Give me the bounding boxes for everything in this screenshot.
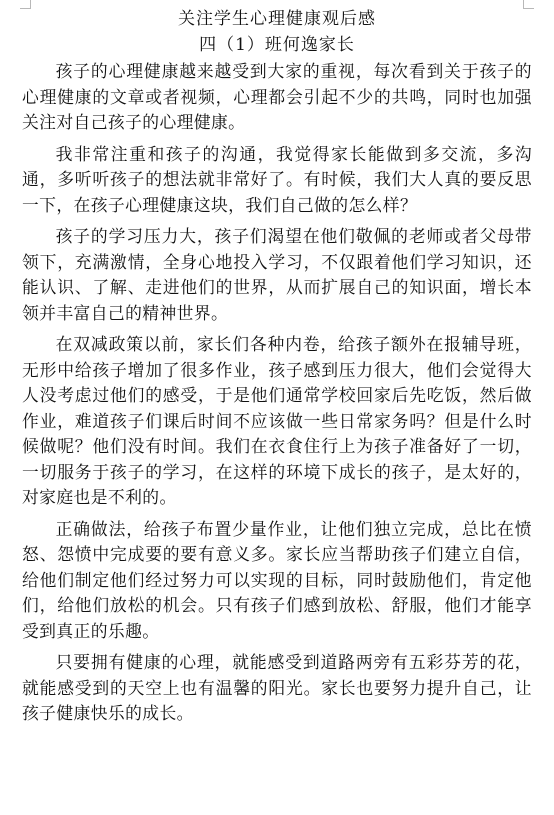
paragraph-1: 孩子的心理健康越来越受到大家的重视，每次看到关于孩子的心理健康的文章或者视频，心理都会引起不少的共鸣，同时也加强关注对自己孩子的心理健康。 <box>22 61 532 132</box>
paragraph-5: 正确做法，给孩子布置少量作业，让他们独立完成，总比在愤怒、怨愤中完成要的要有意义多。家长应当帮助孩子们建立自信，给他们制定他们经过努力可以实现的目标，同时鼓励他们，肯定他们，给他们放松的机会。只有孩子们感到放松、舒服，他们才能享受到真正的乐趣。 <box>22 518 532 641</box>
document-page <box>22 6 532 733</box>
paragraph-2: 我非常注重和孩子的沟通，我觉得家长能做到多交流，多沟通，多听听孩子的想法就非常好了。有时候，我们大人真的要反思一下，在孩子心理健康这块，我们自己做的怎么样？ <box>22 143 532 215</box>
paragraph-3: 孩子的学习压力大，孩子们渴望在他们敬佩的老师或者父母带领下，充满激情，全身心地投入学习，不仅跟着他们学习知识，还能认识、了解、走进他们的世界，从而扩展自己的知识面，增长本领并丰富自己的精神世界。 <box>22 226 532 323</box>
paragraph-4: 在双减政策以前，家长们各种内卷，给孩子额外在报辅导班，无形中给孩子增加了很多作业，孩子感到压力很大，他们会觉得大人没考虑过他们的感受，于是他们通常学校回家后先吃饭，然后做作业，难道孩子们课后时间不应该做一些日常家务吗？但是什么时候做呢？他们没有时间。我们在衣食住行上为孩子准备好了一切，一切服务于孩子的学习，在这样的环境下成长的孩子，是太好的，对家庭也是不利的。 <box>22 334 532 507</box>
paragraph-6: 只要拥有健康的心理，就能感受到道路两旁有五彩芬芳的花，就能感受到的天空上也有温馨的阳光。家长也要努力提升自己，让孩子健康快乐的成长。 <box>22 652 532 723</box>
document-title: 关注学生心理健康观后感 <box>178 9 376 29</box>
document-author: 四（1）班何逸家长 <box>199 35 355 55</box>
